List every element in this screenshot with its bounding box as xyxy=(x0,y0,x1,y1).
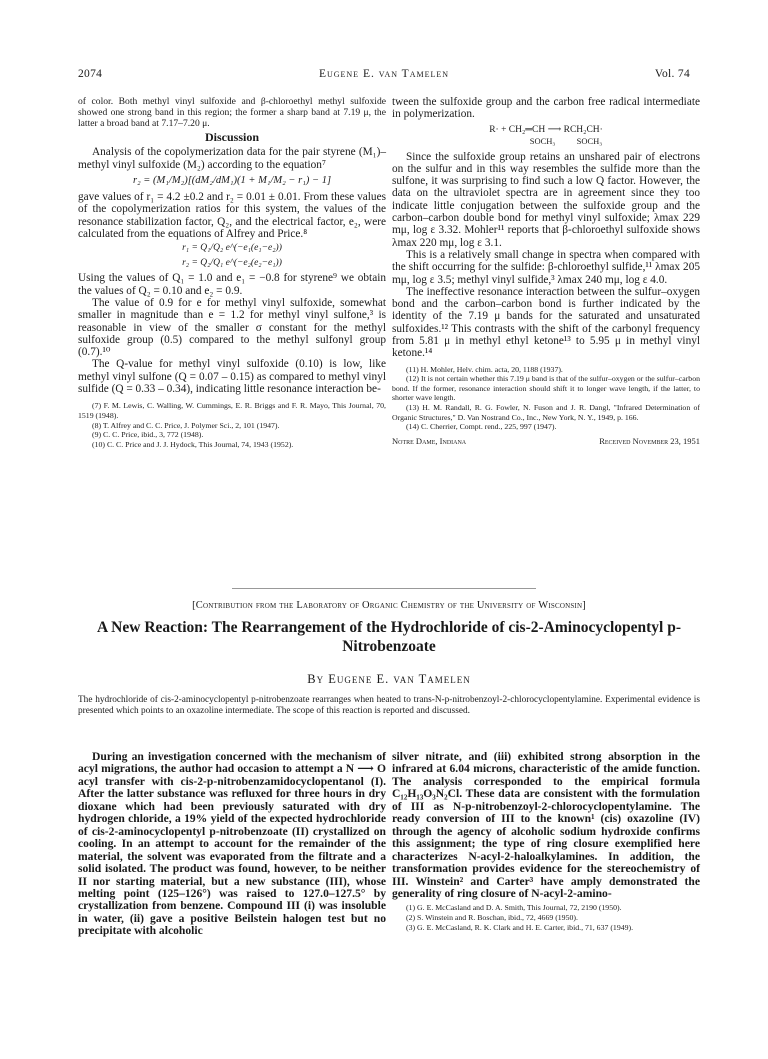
upper-left-column xyxy=(78,96,386,449)
footnote: (11) H. Mohler, Helv. chim. acta, 20, 1188 (1937). xyxy=(406,364,563,374)
paragraph: During an investigation concerned with the mechanism of acyl migrations, the author had occasion to attempt a N ⟶ O acyl transfer with cis-2-p-nitrobenzamidocyclopentanol (I). After the latter substance was refluxed for three hours in dry dioxane which had been previously saturated with dry hydrogen chloride, a 19% yield of the expected hydrochloride of cis-2-aminocyclopentyl p-nitrobenzoate (II) crystallized on cooling. In an attempt to account for the remainder of the material, the solvent was evaporated from the filtrate and a solid isolated. The product was found, however, to be neither II nor starting material, but a new substance (III), whose melting point (125–126°) was raised to 127.0–127.5° by crystallization from benzene. Compound III (i) was insoluble in water, (ii) gave a positive Beilstein halogen test but no precipitate with alcoholic xyxy=(78,750,386,938)
footnote: (7) F. M. Lewis, C. Walling, W. Cummings, E. R. Briggs and F. R. Mayo, This Journal, 70, 1519 (1948). xyxy=(78,401,386,420)
upper-right-column xyxy=(392,96,700,447)
received-line xyxy=(392,436,700,447)
footnotes xyxy=(392,903,700,932)
paragraph: Since the sulfoxide group retains an unshared pair of electrons on the sulfur and in this way resembles the sulfide more than the sulfone, it was surprising to find such a low Q factor. However, the data on the ultraviolet spectra are in agreement since they too indicate little conjugation between the sulfoxide group and the carbon–carbon double bond for methyl vinyl sulfoxide; λmax 229 mμ, log ε 3.32. Mohler¹¹ reports that β-chloroethyl sulfoxide shows λmax 220 mμ, log ε 3.1. xyxy=(392,150,700,249)
location: Notre Dame, Indiana xyxy=(392,435,467,446)
volume-label: Vol. 74 xyxy=(654,68,690,80)
paragraph: Analysis of the copolymerization data for the pair styrene (M₁)–methyl vinyl sulfoxide (M₂) according to the equation⁷ xyxy=(78,146,386,171)
paragraph: The ineffective resonance interaction between the sulfur–oxygen bond and the carbon–carbon bond is further indicated by the identity of the 7.19 μ bands for the saturated and unsaturated sulfoxides.¹² This contrasts with the shift of the carbonyl frequency from 5.81 μ in methyl ethyl ketone¹³ to 5.95 μ in methyl vinyl ketone.¹⁴ xyxy=(392,285,700,360)
paragraph: The value of 0.9 for e for methyl vinyl sulfoxide, somewhat smaller in magnitude than e = 1.2 for methyl vinyl sulfone,³ is reasonable in view of the smaller σ constant for the methyl sulfoxide group (0.5) compared to the methyl sulfonyl group (0.7).¹⁰ xyxy=(78,296,386,359)
footnote: (9) C. C. Price, ibid., 3, 772 (1948). xyxy=(92,430,204,440)
paragraph: tween the sulfoxide group and the carbon free radical intermediate in polymerization. xyxy=(392,96,700,121)
article-body-right xyxy=(392,751,700,932)
footnotes xyxy=(392,365,700,432)
paragraph: Using the values of Q₁ = 1.0 and e₁ = −0.8 for styrene⁹ we obtain the values of Q₂ = 0.10 and e₂ = 0.9. xyxy=(78,272,386,297)
paragraph: gave values of r₁ = 4.2 ±0.2 and r₂ = 0.01 ± 0.01. From these values of the copolymerization ratios for this system, the values of the resonance stabilization factor, Q₂, and the electrical factor, e₂, were calculated from the equations of Alfrey and Price.⁸ xyxy=(78,191,386,241)
article-body-left xyxy=(78,751,386,938)
footnote: (12) It is not certain whether this 7.19 μ band is that of the sulfur–oxygen or the sulfur–carbon bond. If the former, resonance interaction should shift it to longer wave length, if the latter, to shorter wave length. xyxy=(392,374,700,403)
footnote: (8) T. Alfrey and C. C. Price, J. Polymer Sci., 2, 101 (1947). xyxy=(92,420,280,430)
footnote: (13) H. M. Randall, R. G. Fowler, N. Fuson and J. R. Dangl, "Infrared Determination of Organic Structures," D. Van Nostrand Co., Inc., New York, N. Y., 1949, p. 166. xyxy=(392,403,700,422)
footnote: (10) C. C. Price and J. J. Hydock, This Journal, 74, 1943 (1952). xyxy=(92,439,294,449)
paragraph: silver nitrate, and (iii) exhibited strong absorption in the infrared at 6.04 microns, characteristic of the amide function. The analysis corresponded to the empirical formula C₁₂H₁₃O₃N₂Cl. These data are consistent with the formulation of III as N-p-nitrobenzoyl-2-chlorocyclopentylamine. The ready conversion of III to the known¹ (cis) oxazoline (IV) through the agency of alcoholic sodium hydroxide confirms this assignment; the type of ring closure exemplified here characterizes N-acyl-2-haloalkylamines. In addition, the transformation provides evidence for the stereochemistry of III. Winstein² and Carter³ have amply demonstrated the generality of ring closure of N-acyl-2-amino- xyxy=(392,750,700,900)
article-title: A New Reaction: The Rearrangement of the Hydrochloride of cis-2-Aminocyclopentyl p-Nitrobenzoate xyxy=(96,619,682,655)
footnote: (3) G. E. McCasland, R. K. Clark and H. E. Carter, ibid., 71, 637 (1949). xyxy=(406,922,634,932)
abstract: The hydrochloride of cis-2-aminocyclopentyl p-nitrobenzoate rearranges when heated to trans-N-p-nitrobenzoyl-2-chlorocyclopentylamine. Experimental evidence is presented which points to an oxazoline intermediate. The scope of this reaction is reported and discussed. xyxy=(78,695,700,716)
equation: r₁ = Q₁/Q₂ e^(−e₁(e₁−e₂)) xyxy=(182,243,282,254)
section-divider xyxy=(232,588,536,589)
contribution-line: [Contribution from the Laboratory of Organic Chemistry of the University of Wisconsin] xyxy=(192,600,586,611)
running-head-author: Eugene E. van Tamelen xyxy=(318,68,450,80)
received-date: Received November 23, 1951 xyxy=(599,435,700,446)
footnote: (14) C. Cherrier, Compt. rend., 225, 997 (1947). xyxy=(406,422,557,432)
equation: r₂ = Q₂/Q₁ e^(−e₂(e₂−e₁)) xyxy=(182,257,282,268)
discussion-heading: Discussion xyxy=(204,130,260,144)
equation: r₂ = (M₁/M₂)[(dM₂/dM₁)(1 + M₁/M₂ − r₁) − 1] xyxy=(132,174,332,186)
footnotes xyxy=(78,401,386,449)
paragraph: The Q-value for methyl vinyl sulfoxide (0.10) is low, like methyl vinyl sulfone (Q = 0.07 – 0.15) as compared to methyl vinyl sulfide (Q = 0.33 – 0.34), indicating little resonance interaction be- xyxy=(78,358,386,396)
footnote: (1) G. E. McCasland and D. A. Smith, This Journal, 72, 2190 (1950). xyxy=(406,903,622,913)
intro-text: of color. Both methyl vinyl sulfoxide and β-chloroethyl methyl sulfoxide showed one strong band in this region; the former a sharp band at 7.19 μ, the latter a broad band at 7.17–7.20 μ. xyxy=(78,96,386,129)
footnote: (2) S. Winstein and R. Boschan, ibid., 72, 4669 (1950). xyxy=(406,913,578,923)
page-number: 2074 xyxy=(78,68,103,80)
paragraph: This is a relatively small change in spectra when compared with the shift occurring for the sulfide: β-chloroethyl sulfide,¹¹ λmax 205 mμ, log ε 3.5; methyl vinyl sulfide,³ λmax 240 mμ, log ε 4.0. xyxy=(392,248,700,286)
running-head xyxy=(78,68,690,84)
byline: By Eugene E. van Tamelen xyxy=(307,672,471,686)
reaction-scheme-substituents: SOCH₃ SOCH₃ xyxy=(529,136,603,147)
reaction-scheme: R· + CH₂═CH ⟶ RCH₂CH· xyxy=(489,124,603,135)
